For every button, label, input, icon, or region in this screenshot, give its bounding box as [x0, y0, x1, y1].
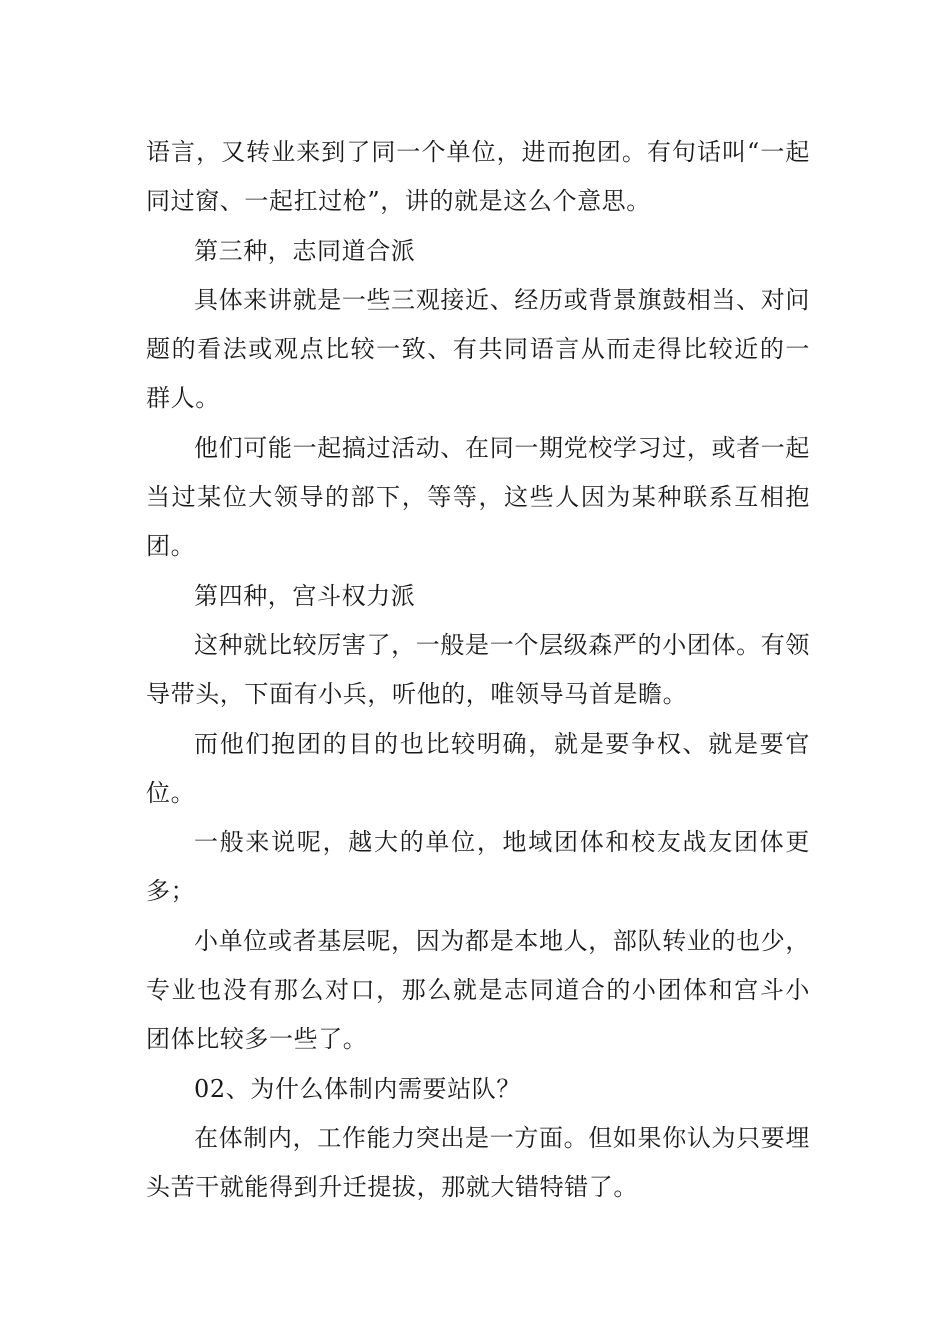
document-body	[146, 128, 810, 1213]
section-heading-third-type: 第三种，志同道合派	[194, 236, 416, 265]
paragraph: 这种就比较厉害了，一般是一个层级森严的小团体。有领导带头，下面有小兵，听他的，唯领导马首是瞻。	[146, 630, 810, 709]
paragraph: 具体来讲就是一些三观接近、经历或背景旗鼓相当、对问题的看法或观点比较一致、有共同语言从而走得比较近的一群人。	[146, 285, 810, 413]
section-heading-fourth-type: 第四种，宫斗权力派	[194, 581, 416, 610]
paragraph: 小单位或者基层呢，因为都是本地人，部队转业的也少，专业也没有那么对口，那么就是志同道合的小团体和宫斗小团体比较多一些了。	[146, 926, 810, 1054]
paragraph: 一般来说呢，越大的单位，地域团体和校友战友团体更多；	[146, 828, 810, 906]
paragraph: 而他们抱团的目的也比较明确，就是要争权、就是要官位。	[146, 729, 810, 807]
paragraph: 在体制内，工作能力突出是一方面。但如果你认为只要埋头苦干就能得到升迁提拔，那就大错特错了。	[146, 1123, 810, 1202]
paragraph-continuation: 语言，又转业来到了同一个单位，进而抱团。有句话叫“一起同过窗、一起扛过枪”，讲的就是这么个意思。	[146, 138, 810, 216]
section-heading-02: 02、为什么体制内需要站队？	[194, 1074, 521, 1103]
paragraph: 他们可能一起搞过活动、在同一期党校学习过，或者一起当过某位大领导的部下，等等，这些人因为某种联系互相抱团。	[146, 433, 810, 561]
